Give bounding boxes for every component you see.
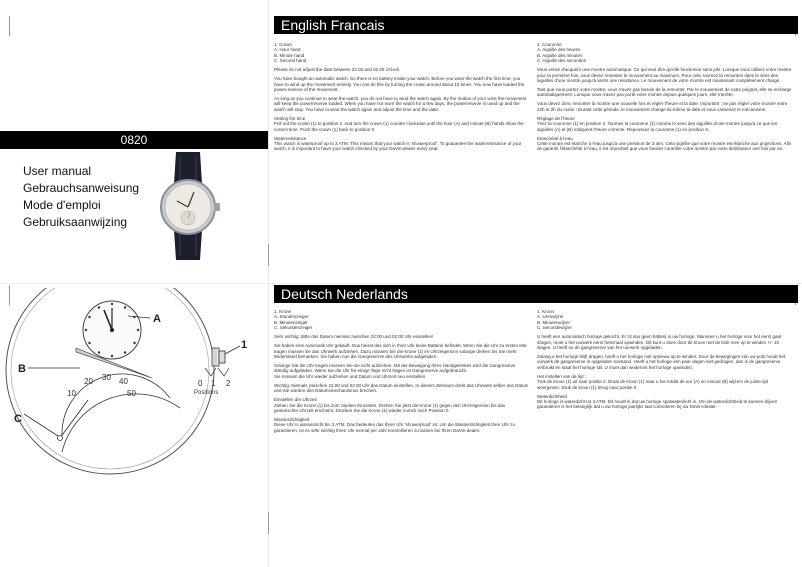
dutch-paragraph: U heeft een automatisch horloge gekocht. Er zit dus geen batterij in uw horloge. Wanneer u het horloge voor het eerst gaat dragen, moet u het uurwerk eerst helemaal opwinden. Dit kunt u doen door de kroon met de klok mee op te winden +/- 15 slagen. U heeft nu de gangreserve van het uurwerk opgeladen. [537,334,782,351]
french-parts-list: 1. Couronne A. Aiguille des heures B. Aiguille des minutes C. Aiguille des secondes [537,42,587,64]
manual-title-english: User manual [23,164,92,178]
dutch-text-column [537,309,792,413]
french-paragraph: Vous devez donc remonter la montre une nouvelle fois et régler l'heure et la date. Important : ne pas régler votre montre entre 22h et 2h du matin ! Durant cette période, le mouvement change lui-même la date et vous casseriez le mécanisme. [537,101,788,112]
manual-title-german: Gebrauchsanweisung [23,181,140,195]
label-c: C [14,413,22,425]
crop-mark [268,512,269,534]
second-hand [60,400,88,438]
watch-diagram [0,288,268,567]
french-paragraph: Réglage de l'heure Tirez la couronne (1) en position 2. Tournez la couronne (1) comme le sens des aiguilles d'une montre jusqu'à ce que les aiguilles (A) et (B) indiquent l'heure correcte. Repoussez la couronne (1) en position 0. [537,115,778,132]
german-parts-list: 1. Krone A. Stundenzeiger B. Minutenzeiger C. Sekundenzeiger [274,309,313,331]
model-number: 0820 [120,133,148,147]
positions-caption: Positions [194,390,219,396]
english-paragraph: Waterresistance This watch is waterproof up to 3 ATM. This means that your watch is 'showerproof'. To guarantee the waterresistance of your watch, it is important to have your watch checked by your DaVin-dealer every year. [274,135,522,152]
seconds-scale-arc [62,374,170,436]
watch-product-image [150,150,230,262]
crown-position-label: 1 [211,379,216,388]
section-header-english-french [274,16,798,34]
german-paragraph: Wasserdichtigkeit Diese Uhr is wasserdicht bis 3 ATM. Das bedeuten das Ihren Uhr 'showerproof' ist. Um die Wasserdichtigkeit Ihrer Uhr zu garantieren, ist es sehr wichtig Ihren Uhr einmal per Jahr kontrollieren zu lassen bei Ihren DaVin-dealer. [274,417,516,433]
french-paragraph: Tant que vous portez votre montre, vous n'avez pas besoin de la remonter. Par le mouvement de votre poignet, elle se recharge automatiquement. Lorsque vous n'avez pas porté votre montre depuis quelques jours, elle s'arrête. [537,87,792,98]
crop-mark [9,16,10,36]
german-text-column [274,309,529,437]
label-a: A [153,313,161,325]
scale-tick-label: 40 [119,377,128,386]
german-paragraph: Wichtig: Niemals zwischen 22.00 und 03.00 Uhr das Datum einstellen. In diesem Zeitraum dreht das Uhrwerk selber das Datum und Sie würden den Datumsmechanismus brechen. [274,382,529,394]
english-paragraph: Setting the time Pull out the crown (1) to position 2. And turn the crown (1) counter clockwise until the hour (A) and minute (B) hands show the correct time. Push the crown (1) back to position 0. [274,115,524,132]
scale-tick-label: 10 [67,389,76,398]
dutch-paragraph: Het instellen van de tijd : Trek de kroon (1) uit naar positie 2. Draai de kroon (1) naar u toe totdat de uur (A) en minuut (B) wijzers de juiste tijd weergeven. Druk de kroon (1) terug naar positie 0. [537,373,768,390]
crown-icon [212,348,225,366]
section-header-german-dutch [274,285,798,303]
label-c-leader [24,414,58,436]
german-paragraph: Solange Sie die Uhr tragen müssen Sie sie nicht aufziehen. Mit der Bewegung Ihres Handgelenkes wird die Gangreserve ständig aufgeladen. Wenn Sie die Uhr für einige Tage nicht tragen ist Gangreserve aufgebraucht. Sie müssen die Uhr wieder aufziehen und Datum und Uhrzeit neu einstellen. [274,363,516,379]
french-paragraph: Etanchéité à l'eau Cette montre est étanche à l'eau jusqu'à une pression de 3 atm. Cela signifie que votre montre est étanche aux projections. Afin de garantir l'étanchéité à l'eau, il est important que vous fassiez contrôler votre montre par votre distributeur une fois par an. [537,135,792,152]
section-header-text: Deutsch Nederlands [281,286,408,302]
german-paragraph: Einstellen der Uhrzeit Ziehen Sie die Krone (1) bis zum zweiten Einrasten. Drehen Sie jetzt die Krone (1) gegen den Uhrzeigersinn bis das gewünschte Uhrzeit erscheint. Drücken Sie die Krone (1) wieder zurück nach Position 0. [274,397,506,414]
dutch-parts-list: 1. Kroon A. Urenwijzer B. Minutenwijzer C. Secondewijzer [537,309,573,331]
scale-tick-label: 20 [84,377,93,386]
english-parts-list: 1. Crown A. Hour hand B. Minute hand C. Second hand [274,42,307,64]
crown-position-label: 2 [226,379,231,388]
english-text-column [274,42,529,155]
english-paragraph: Please do not adjust the date between 22.00 and 02.00 o'clock. [274,67,401,73]
crop-mark [268,244,269,266]
crown-position-label: 0 [198,379,203,388]
page-fold-horizontal [0,283,802,284]
label-crown: 1 [241,339,248,351]
scale-tick-label: 30 [102,373,111,382]
crown-leader [225,346,240,354]
french-text-column [537,42,792,155]
german-paragraph: Sie haben eine Automatik Uhr gekauft. Das heisst das sich in Ihrer Uhr keine Batterie befindet. Wenn Sie die Uhr zu ersten Mal tragen müssen sie das Uhrwerk aufziehen. Dazu müssen Sie die Krone (1) im Uhrzeigersinn solange drehen bis Sie mehr Widerstand bemerken. Sie haben nun die Gangreserve des Uhrwerks aufgeladen. [274,343,527,360]
scale-tick-label: 50 [127,389,136,398]
english-paragraph: You have bought an automatic watch. So there is no battery inside your watch. Before you wear the watch the first time, you have to wind up the movement entirely. You can do this by turning the crown around about 15 times. You now have loaded the power-reserve of the movement. [274,76,525,93]
german-paragraph: Sehr wichtig: Bitte das Datum niemals zwischen 22:00 und 02:00 Uhr einstellen! [274,334,434,340]
model-number-bar [0,131,268,149]
dutch-paragraph: Waterdichtheid Dit horloge is waterdicht tot 3 ATM. Dit houdt in dat uw horloge spatwaterdicht is. Om de waterdichtheid te kunnen blijven garanderen is het belangrijk dat u uw horloge jaarlijks laat controleren bij uw DaVin-dealer. [537,393,778,410]
section-header-text: English Francais [281,17,385,33]
dutch-paragraph: Zolang u het horloge blijft dragen, hoeft u het horloge niet opnieuw op te winden. Door de bewegingen van uw pols houdt het uurwerk de gangreserve in opgeladen toestand. Heeft u het horloge een paar dagen niet gedragen, dan is de gangreserve verbruikt en staat het horloge stil. U moet dan wederom het horloge opwinden. [537,354,786,370]
english-paragraph: As long as you continue to wear the watch, you do not have to wind the watch again. By the motion of your wrist the movement will keep the powerreserve loaded. When you have not worn the watch for a few days, the powerreserve in used up and the watch will stop. You have to wind the watch again and adjust the time and the date. [274,96,527,112]
manual-title-dutch: Gebruiksaanwijzing [23,215,128,229]
manual-title-list [23,163,139,231]
label-b: B [18,363,26,375]
french-paragraph: Vous venez d'acquérir une montre automatique. Ce qui veut dire qu'elle fonctionne sans pile. Lorsque vous utilisez votre montre pour la première fois, vous devez remonter le mouvement au maximum. Pour cela, tournez la remontoir dans le sens des aiguilles d'une montre jusqu'à sentir une résistance. Le mouvement de votre montre est maintenant complètement chargé. [537,67,792,84]
manual-title-french: Mode d'emploi [23,198,101,212]
